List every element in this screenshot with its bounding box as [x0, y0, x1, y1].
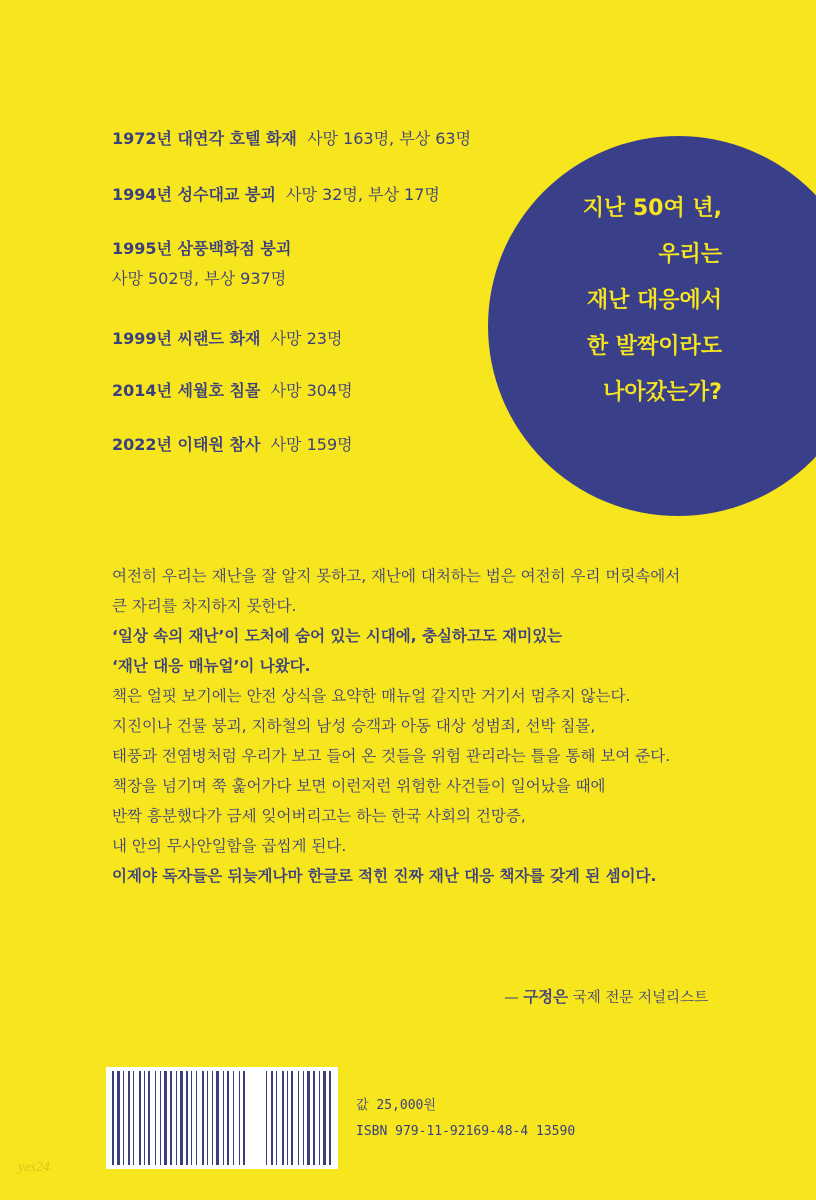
blurb-line: 여전히 우리는 재난을 잘 알지 못하고, 재난에 대처하는 법은 여전히 우리 머릿속에서: [112, 567, 681, 585]
circle-line-2: 우리는: [658, 242, 722, 267]
timeline-item-1995: 1995년 삼풍백화점 붕괴: [112, 239, 292, 258]
watermark-logo: yes24: [18, 1160, 50, 1175]
blurb-line: 태풍과 전염병처럼 우리가 보고 들어 온 것들을 위험 관리라는 틀을 통해 보여 준다.: [112, 747, 671, 765]
attribution: — 구정은 국제 전문 저널리스트: [504, 988, 708, 1006]
blurb-line: 내 안의 무사안일함을 곱씹게 된다.: [112, 837, 347, 855]
circle-line-3: 재난 대응에서: [586, 288, 722, 313]
blurb-line: 책은 얼핏 보기에는 안전 상식을 요약한 매뉴얼 같지만 거기서 멈추지 않는다.: [112, 687, 631, 705]
circle-question: [583, 186, 722, 416]
timeline-item-1995-stat: 사망 502명, 부상 937명: [112, 269, 287, 288]
blurb-line-bold: ‘일상 속의 재난’이 도처에 숨어 있는 시대에, 충실하고도 재미있는: [112, 627, 563, 645]
circle-line-1: 지난 50여 년,: [582, 196, 722, 221]
barcode-graphic: [106, 1067, 338, 1169]
barcode: [106, 1067, 338, 1169]
timeline-item-2014: 2014년 세월호 침몰 사망 304명: [112, 381, 353, 400]
circle-line-4: 한 발짝이라도: [586, 334, 722, 359]
blurb-line: 큰 자리를 차지하지 못한다.: [112, 597, 297, 615]
isbn-label: ISBN 979-11-92169-48-4 13590: [356, 1124, 576, 1139]
circle-line-5: 나아갔는가?: [602, 380, 722, 405]
timeline-item-2022: 2022년 이태원 참사 사망 159명: [112, 435, 353, 454]
price-block: [356, 1093, 575, 1145]
blurb-line: 책장을 넘기며 쭉 훑어가다 보면 이런저런 위험한 사건들이 일어났을 때에: [112, 777, 606, 795]
attribution-role: 국제 전문 저널리스트: [568, 990, 708, 1006]
price-label: 값 25,000원: [356, 1098, 436, 1113]
blurb: [112, 561, 732, 891]
blurb-line: 반짝 흥분했다가 금세 잊어버리고는 하는 한국 사회의 건망증,: [112, 807, 526, 825]
blurb-line-bold: 이제야 독자들은 뒤늦게나마 한글로 적힌 진짜 재난 대응 책자를 갖게 된 셈이다.: [112, 867, 657, 885]
blurb-line: 지진이나 건물 붕괴, 지하철의 남성 승객과 아동 대상 성범죄, 선박 침몰,: [112, 717, 596, 735]
blurb-line-bold: ‘재난 대응 매뉴얼’이 나왔다.: [112, 657, 311, 675]
attribution-name: 구정은: [523, 988, 569, 1006]
timeline-item-1972: 1972년 대연각 호텔 화재 사망 163명, 부상 63명: [112, 129, 472, 148]
timeline-item-1999: 1999년 씨랜드 화재 사망 23명: [112, 329, 343, 348]
timeline-item-1994: 1994년 성수대교 붕괴 사망 32명, 부상 17명: [112, 185, 440, 204]
